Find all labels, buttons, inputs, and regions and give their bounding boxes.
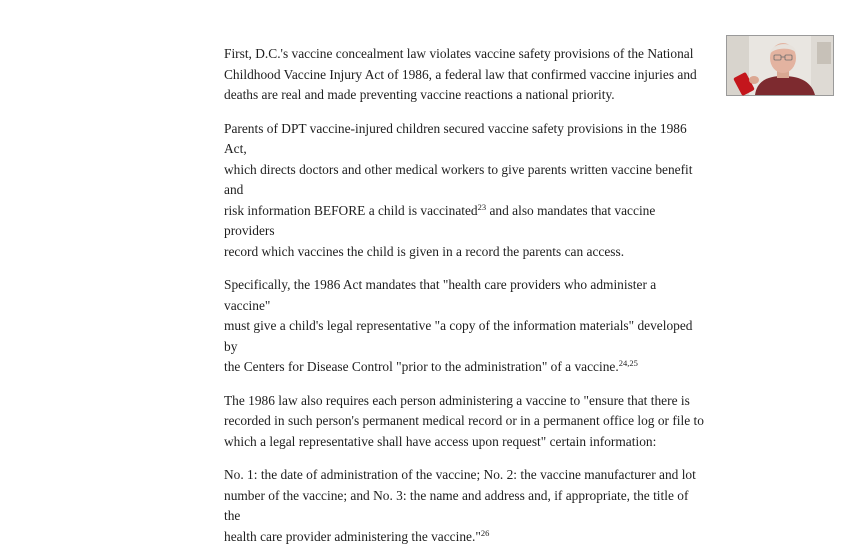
document-body <box>224 44 704 547</box>
paragraph-2-text-end: and also mandates that vaccine providers record which vaccines the child is given in a record the parents can access. <box>224 202 656 259</box>
paragraph-3-text: Specifically, the 1986 Act mandates that "health care providers who administer a vaccine" must give a child's legal representative "a copy of the information materials" developed by the Centers for Disease Control "prior to the administration" of a vaccine. <box>224 277 693 374</box>
paragraph-4 <box>224 391 704 453</box>
footnote-ref-23: 23 <box>477 201 487 212</box>
paragraph-3 <box>224 275 704 378</box>
footnote-ref-24-25: 24,25 <box>618 358 638 368</box>
paragraph-5-text: No. 1: the date of administration of the vaccine; No. 2: the vaccine manufacturer and lot number of the vaccine; and No. 3: the name and address and, if appropriate, the title of the health care provider administering the vaccine." <box>224 467 696 544</box>
paragraph-5 <box>224 465 704 547</box>
paragraph-2-text-start: Parents of DPT vaccine-injured children secured vaccine safety provisions in the 1986 Act, which directs doctors and other medical workers to give parents written vaccine benefit and risk information BEFORE a child is vaccinated <box>224 120 693 218</box>
webcam-overlay <box>726 35 834 96</box>
paragraph-1-text: First, D.C.'s vaccine concealment law violates vaccine safety provisions of the National Childhood Vaccine Injury Act of 1986, a federal law that confirmed vaccine injuries and deaths are real and made preventing vaccine reactions a national priority. <box>224 46 697 102</box>
footnote-ref-26: 26 <box>480 527 490 538</box>
presenter-video-icon <box>727 36 833 95</box>
paragraph-4-text: The 1986 law also requires each person administering a vaccine to "ensure that there is recorded in such person's permanent medical record or in a permanent office log or file to which a legal representative shall have access upon request" certain information: <box>224 392 704 449</box>
paragraph-2 <box>224 119 704 263</box>
paragraph-1 <box>224 44 704 106</box>
